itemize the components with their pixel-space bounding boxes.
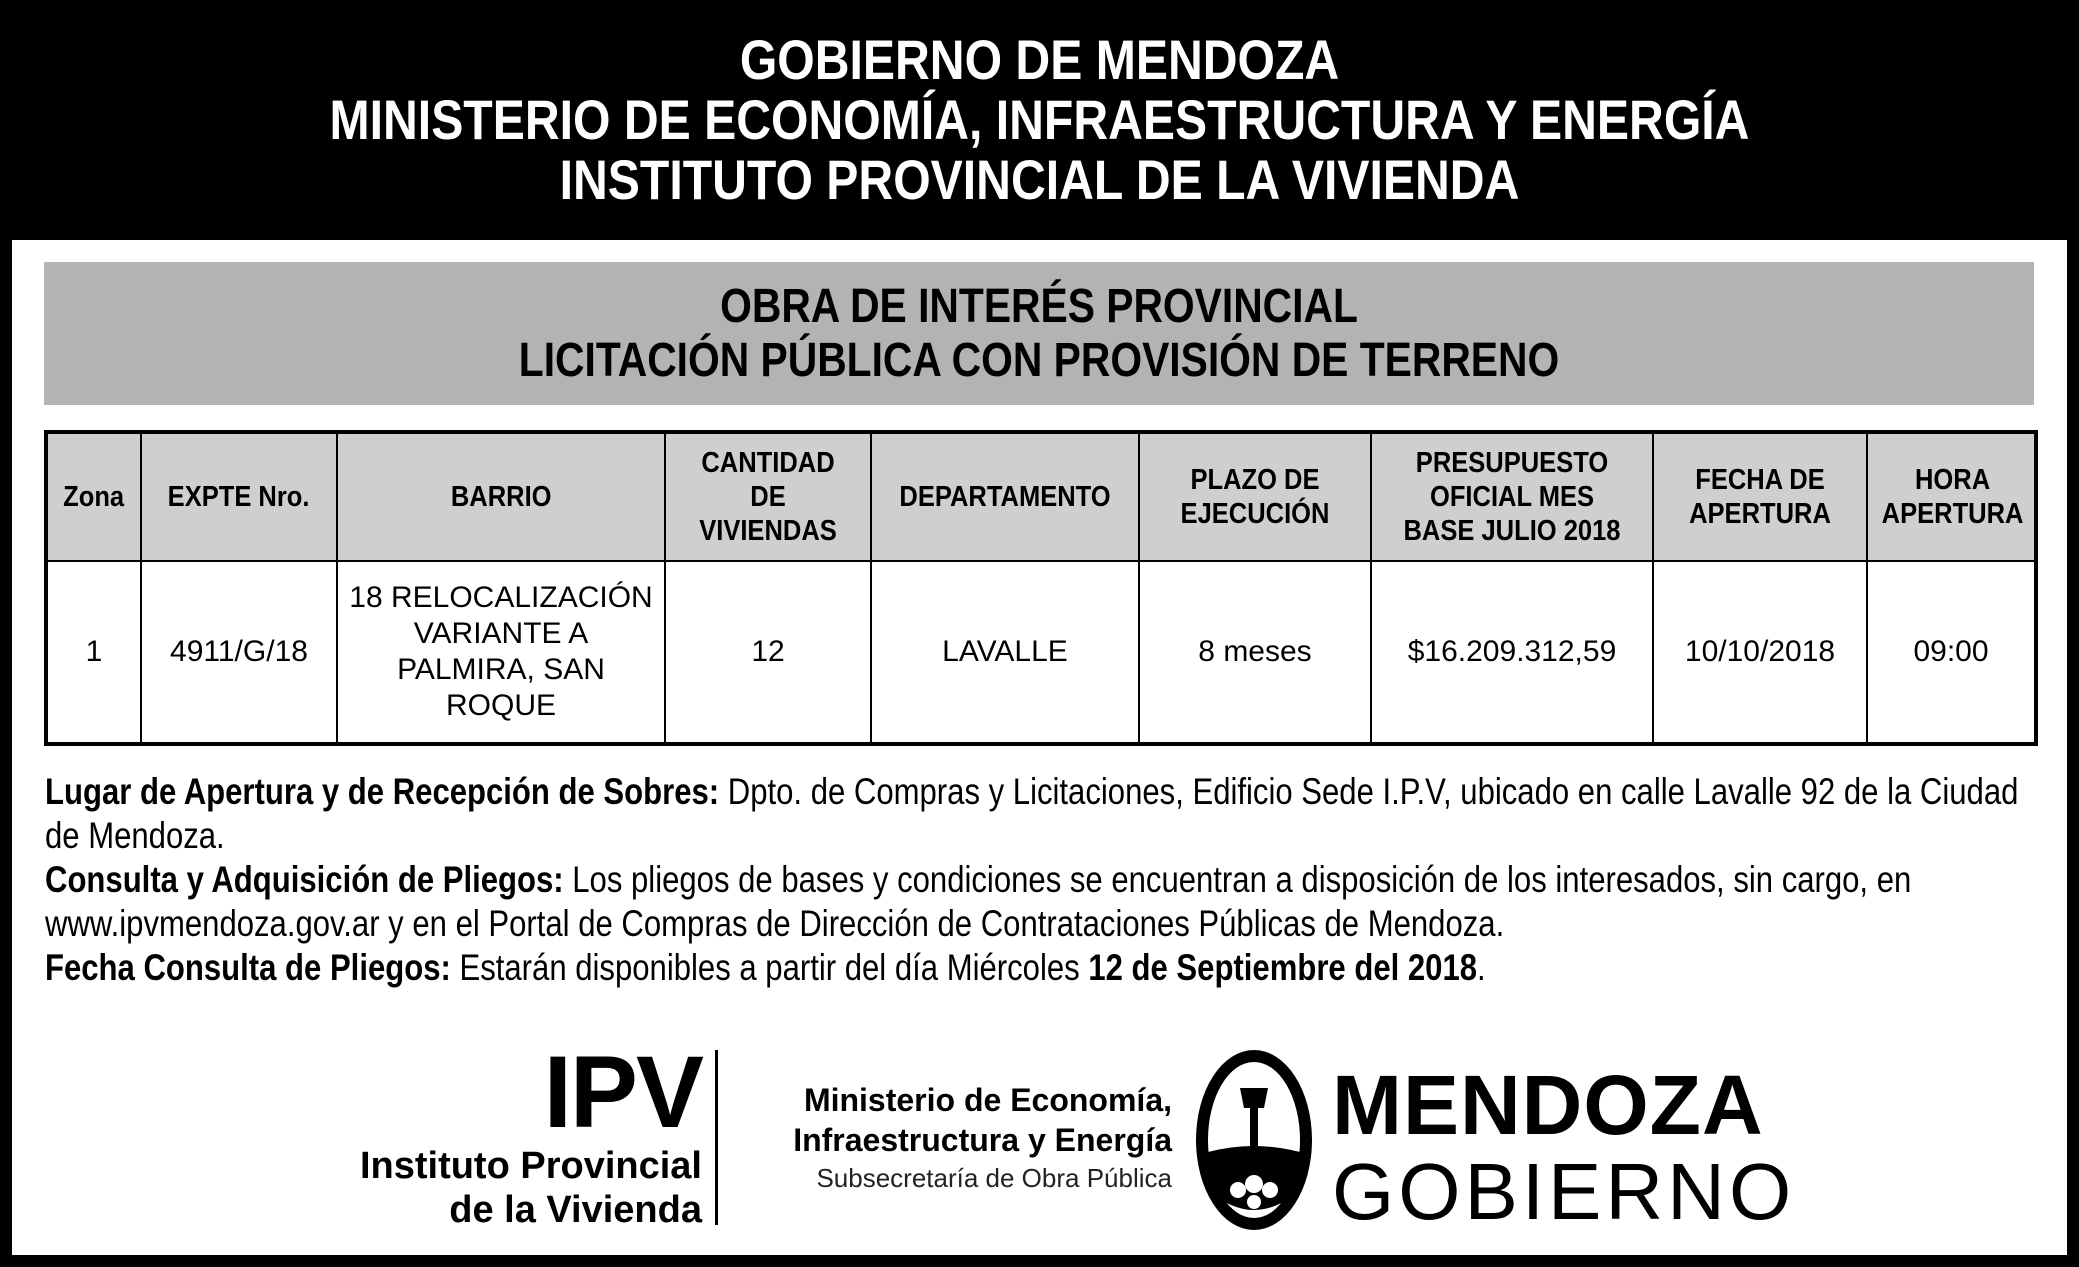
lugar-text: Dpto. de Compras y Licitaciones, Edificio Sede I.P.V, ubicado en calle Lavalle 92 de la Ciudad de Mendoza. <box>45 771 2019 856</box>
cell-presupuesto: $16.209.312,59 <box>1371 561 1653 744</box>
logos-footer <box>12 1035 2067 1240</box>
cell-barrio: 18 RELOCALIZACIÓN VARIANTE A PALMIRA, SAN ROQUE <box>337 561 665 744</box>
cell-expte: 4911/G/18 <box>141 561 337 744</box>
fecha-bold: 12 de Septiembre del 2018 <box>1088 947 1478 988</box>
mendoza-wordmark: MENDOZA <box>1332 1058 1764 1152</box>
col-header-zona: Zona <box>46 432 141 561</box>
col-header-presupuesto: PRESUPUESTO OFICIAL MES BASE JULIO 2018 <box>1371 432 1653 561</box>
header-institute: INSTITUTO PROVINCIAL DE LA VIVIENDA <box>559 148 1520 211</box>
fecha-end: . <box>1477 947 1486 988</box>
col-header-plazo: PLAZO DE EJECUCIÓN <box>1139 432 1371 561</box>
col-header-cantidad: CANTIDAD DE VIVIENDAS <box>665 432 871 561</box>
col-header-expte: EXPTE Nro. <box>141 432 337 561</box>
ministry-line1: Ministerio de Economía, <box>803 1082 1172 1118</box>
consulta-label: Consulta y Adquisición de Pliegos: <box>45 859 564 900</box>
title-banner <box>44 262 2034 405</box>
header-ministry: MINISTERIO DE ECONOMÍA, INFRAESTRUCTURA Y ENERGÍA <box>329 88 1750 151</box>
ipv-acronym: IPV <box>543 1035 702 1149</box>
ipv-logo <box>312 1035 702 1232</box>
col-header-barrio: BARRIO <box>337 432 665 561</box>
lugar-label: Lugar de Apertura y de Recepción de Sobres: <box>45 771 720 812</box>
table-row <box>46 561 2036 744</box>
info-section <box>45 770 2035 990</box>
cell-plazo: 8 meses <box>1139 561 1371 744</box>
cell-fecha: 10/10/2018 <box>1653 561 1867 744</box>
tender-table <box>44 430 2038 746</box>
cell-zona: 1 <box>46 561 141 744</box>
header <box>0 0 2079 240</box>
ministry-line3: Subsecretaría de Obra Pública <box>816 1163 1172 1193</box>
info-lugar <box>45 770 2036 858</box>
ipv-name-line1: Instituto Provincial <box>359 1145 702 1187</box>
cell-departamento: LAVALLE <box>871 561 1139 744</box>
table-header-row <box>46 432 2036 561</box>
ipv-name-line2: de la Vivienda <box>449 1189 702 1231</box>
ministry-logo <box>712 1080 1172 1196</box>
info-fecha <box>45 946 2036 990</box>
cell-hora: 09:00 <box>1867 561 2036 744</box>
mendoza-coat-of-arms-icon <box>1192 1040 1316 1240</box>
consulta-text: Los pliegos de bases y condiciones se encuentran a disposición de los interesados, sin cargo, en www.ipvmendoza.gov.ar y en el Portal de Compras de Dirección de Contrataciones Públicas de Mendoza. <box>45 859 1912 944</box>
col-header-departamento: DEPARTAMENTO <box>871 432 1139 561</box>
cell-cantidad: 12 <box>665 561 871 744</box>
col-header-fecha: FECHA DE APERTURA <box>1653 432 1867 561</box>
fecha-text: Estarán disponibles a partir del día Miércoles <box>459 947 1080 988</box>
col-header-hora: HORA APERTURA <box>1867 432 2036 561</box>
info-consulta <box>45 858 2036 946</box>
notice-body <box>12 240 2067 1255</box>
gobierno-wordmark: GOBIERNO <box>1332 1147 1796 1236</box>
banner-title: OBRA DE INTERÉS PROVINCIAL <box>720 280 1358 333</box>
banner-subtitle: LICITACIÓN PÚBLICA CON PROVISIÓN DE TERRENO <box>518 334 1560 387</box>
fecha-label: Fecha Consulta de Pliegos: <box>45 947 451 988</box>
header-government: GOBIERNO DE MENDOZA <box>739 28 1340 91</box>
mendoza-logo <box>1332 1058 1796 1236</box>
ministry-line2: Infraestructura y Energía <box>793 1122 1172 1158</box>
